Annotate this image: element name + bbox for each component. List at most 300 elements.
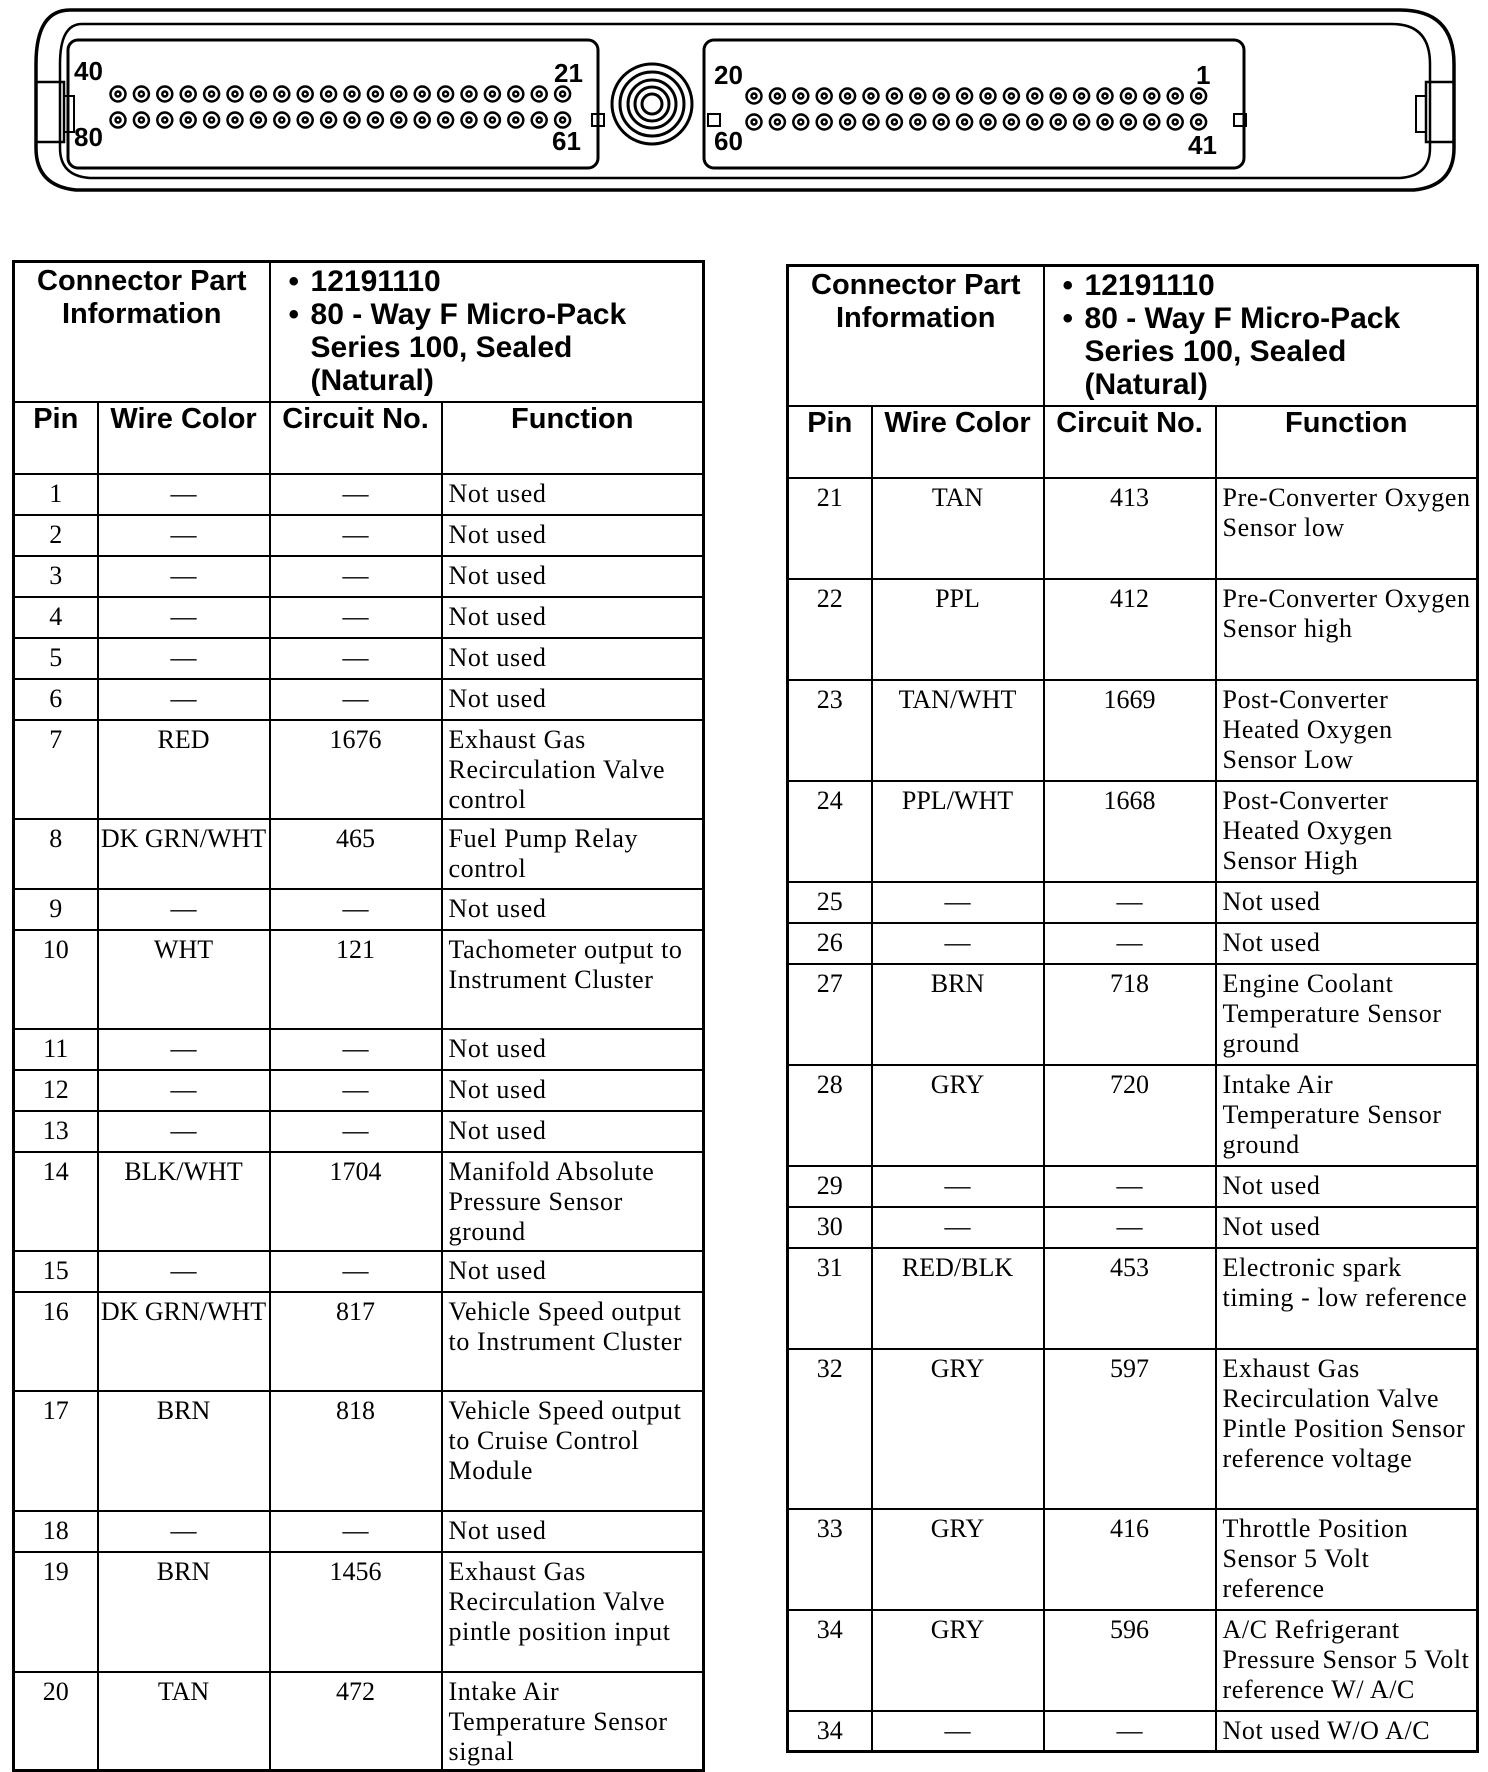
column-header-wire-color: Wire Color bbox=[98, 402, 270, 474]
pin-cavity-center bbox=[303, 92, 308, 97]
circuit-no-cell: — bbox=[270, 1511, 442, 1552]
column-header-row bbox=[788, 406, 1478, 478]
pin-cavity bbox=[532, 87, 547, 102]
function-cell: Not used bbox=[1216, 923, 1478, 964]
pin-cavity-center bbox=[798, 94, 803, 99]
function-cell: Throttle Position Sensor 5 Volt reference bbox=[1216, 1509, 1478, 1610]
function-cell: Not used bbox=[442, 515, 704, 556]
circuit-no-cell: 472 bbox=[270, 1672, 442, 1771]
circuit-no-cell: — bbox=[270, 556, 442, 597]
function-cell: Not used bbox=[442, 1070, 704, 1111]
pin-cavity-center bbox=[1126, 120, 1131, 125]
pin-cavity bbox=[981, 115, 996, 130]
pin-cell: 31 bbox=[788, 1248, 872, 1349]
pin-cavity-center bbox=[892, 120, 897, 125]
part-description: 80 - Way F Micro-Pack Series 100, Sealed (Natural) bbox=[1084, 302, 1401, 401]
table-row bbox=[14, 1672, 704, 1771]
circuit-no-cell: 413 bbox=[1044, 478, 1216, 579]
pin-cavity-center bbox=[420, 92, 425, 97]
table-row bbox=[788, 1207, 1478, 1248]
connector-info-label: Connector Part Information bbox=[788, 266, 1044, 406]
function-cell: Pre-Converter Oxygen Sensor high bbox=[1216, 579, 1478, 680]
pin-label-41: 41 bbox=[1188, 130, 1217, 160]
function-cell: Not used bbox=[442, 474, 704, 515]
pin-cell: 15 bbox=[14, 1251, 98, 1292]
pin-cavity-center bbox=[326, 92, 331, 97]
column-header-function: Function bbox=[442, 402, 704, 474]
pin-cavity-center bbox=[350, 92, 355, 97]
pin-cavity bbox=[438, 113, 453, 128]
pin-cavity bbox=[864, 89, 879, 104]
pin-cavity-center bbox=[1032, 94, 1037, 99]
pin-cell: 27 bbox=[788, 964, 872, 1065]
pin-cavity-center bbox=[1173, 120, 1178, 125]
pin-cavity-center bbox=[775, 120, 780, 125]
pin-cavity-center bbox=[1149, 94, 1154, 99]
pin-cavity bbox=[415, 113, 430, 128]
pin-cavity bbox=[485, 87, 500, 102]
circuit-no-cell: — bbox=[1044, 1207, 1216, 1248]
table-row bbox=[14, 556, 704, 597]
pin-cavity-center bbox=[303, 118, 308, 123]
circuit-no-cell: 818 bbox=[270, 1391, 442, 1511]
pin-cavity bbox=[204, 113, 219, 128]
connector-info-row bbox=[788, 266, 1478, 406]
pin-cavity bbox=[274, 113, 289, 128]
circuit-no-cell: 453 bbox=[1044, 1248, 1216, 1349]
pin-cell: 6 bbox=[14, 679, 98, 720]
pin-cavity-center bbox=[1173, 94, 1178, 99]
table-row bbox=[788, 579, 1478, 680]
column-header-pin: Pin bbox=[788, 406, 872, 478]
circuit-no-cell: 416 bbox=[1044, 1509, 1216, 1610]
wire-color-cell: — bbox=[98, 638, 270, 679]
function-cell: Tachometer output to Instrument Cluster bbox=[442, 930, 704, 1029]
pin-cavity-center bbox=[256, 118, 261, 123]
table-row bbox=[14, 1111, 704, 1152]
pin-cell: 8 bbox=[14, 819, 98, 889]
circuit-no-cell: — bbox=[270, 1070, 442, 1111]
pin-cavity-center bbox=[822, 120, 827, 125]
pin-cell: 16 bbox=[14, 1292, 98, 1391]
pin-cavity-center bbox=[892, 94, 897, 99]
pin-cavity-center bbox=[939, 94, 944, 99]
pin-cell: 32 bbox=[788, 1349, 872, 1509]
pin-cell: 3 bbox=[14, 556, 98, 597]
circuit-no-cell: — bbox=[1044, 923, 1216, 964]
pin-cavity bbox=[181, 87, 196, 102]
pin-cavity bbox=[793, 115, 808, 130]
pin-cavity bbox=[1168, 115, 1183, 130]
function-cell: Fuel Pump Relay control bbox=[442, 819, 704, 889]
wire-color-cell: RED bbox=[98, 720, 270, 819]
pin-cavity bbox=[1074, 115, 1089, 130]
pin-cavity-center bbox=[1079, 94, 1084, 99]
table-row bbox=[14, 515, 704, 556]
pin-cavity bbox=[462, 113, 477, 128]
pin-cavity bbox=[840, 115, 855, 130]
pin-cavity bbox=[840, 89, 855, 104]
table-row bbox=[788, 1349, 1478, 1509]
pin-cavity-center bbox=[116, 118, 121, 123]
pin-cavity bbox=[1098, 89, 1113, 104]
circuit-no-cell: — bbox=[270, 474, 442, 515]
pin-cavity-center bbox=[1126, 94, 1131, 99]
pin-cell: 11 bbox=[14, 1029, 98, 1070]
pin-cell: 24 bbox=[788, 781, 872, 882]
table-row bbox=[788, 964, 1478, 1065]
pin-cell: 18 bbox=[14, 1511, 98, 1552]
pin-cavity-center bbox=[443, 118, 448, 123]
table-row bbox=[14, 720, 704, 819]
pin-cavity bbox=[1098, 115, 1113, 130]
circuit-no-cell: — bbox=[270, 515, 442, 556]
pin-cavity-center bbox=[490, 92, 495, 97]
pin-cavity bbox=[1051, 89, 1066, 104]
pin-cavity bbox=[747, 115, 762, 130]
part-number: 12191110 bbox=[310, 265, 441, 298]
pin-label-1: 1 bbox=[1196, 60, 1211, 90]
function-cell: Electronic spark timing - low reference bbox=[1216, 1248, 1478, 1349]
pin-cell: 28 bbox=[788, 1065, 872, 1166]
pin-cavity bbox=[251, 113, 266, 128]
pin-cavity bbox=[1144, 115, 1159, 130]
pin-cavity bbox=[298, 113, 313, 128]
table-row bbox=[788, 923, 1478, 964]
wire-color-cell: TAN bbox=[872, 478, 1044, 579]
table-row bbox=[14, 1070, 704, 1111]
pin-cavity-center bbox=[1103, 120, 1108, 125]
pin-cavity-center bbox=[443, 92, 448, 97]
wire-color-cell: — bbox=[872, 1207, 1044, 1248]
pinout-table-pins-21-34 bbox=[786, 264, 1479, 1753]
pin-cavity-center bbox=[279, 118, 284, 123]
pin-cavity-center bbox=[1056, 94, 1061, 99]
wire-color-cell: BRN bbox=[98, 1391, 270, 1511]
pin-cavity-center bbox=[396, 92, 401, 97]
pin-cavity-center bbox=[962, 94, 967, 99]
pin-cavity bbox=[887, 89, 902, 104]
circuit-no-cell: — bbox=[270, 597, 442, 638]
function-cell: Post-Converter Heated Oxygen Sensor High bbox=[1216, 781, 1478, 882]
pin-cavity bbox=[957, 89, 972, 104]
pin-cavity bbox=[111, 113, 126, 128]
circuit-no-cell: 1456 bbox=[270, 1552, 442, 1672]
pin-cavity-center bbox=[373, 92, 378, 97]
pin-cavity-center bbox=[1032, 120, 1037, 125]
pin-cavity bbox=[1191, 115, 1206, 130]
wire-color-cell: DK GRN/WHT bbox=[98, 819, 270, 889]
pin-cavity bbox=[462, 87, 477, 102]
pin-cavity bbox=[887, 115, 902, 130]
column-header-row bbox=[14, 402, 704, 474]
pin-cavity-center bbox=[1056, 120, 1061, 125]
pin-cavity bbox=[274, 87, 289, 102]
pin-cavity bbox=[1051, 115, 1066, 130]
pin-cavity bbox=[1027, 115, 1042, 130]
pin-cavity-center bbox=[233, 118, 238, 123]
wire-color-cell: — bbox=[872, 923, 1044, 964]
connector-part-info: • 12191110 • 80 - Way F Micro-Pack Series 100, Sealed (Natural) bbox=[1044, 266, 1478, 406]
column-header-pin: Pin bbox=[14, 402, 98, 474]
table-row bbox=[788, 1509, 1478, 1610]
pin-cavity-center bbox=[209, 118, 214, 123]
circuit-no-cell: — bbox=[270, 889, 442, 930]
circuit-no-cell: 817 bbox=[270, 1292, 442, 1391]
pin-cavity-center bbox=[560, 118, 565, 123]
wire-color-cell: — bbox=[98, 1511, 270, 1552]
pin-cavity-center bbox=[1196, 120, 1201, 125]
connector-info-row bbox=[14, 262, 704, 402]
pin-cell: 34 bbox=[788, 1610, 872, 1711]
function-cell: Not used bbox=[442, 889, 704, 930]
circuit-no-cell: — bbox=[1044, 1166, 1216, 1207]
function-cell: Pre-Converter Oxygen Sensor low bbox=[1216, 478, 1478, 579]
pin-label-80: 80 bbox=[74, 122, 103, 152]
table-row bbox=[14, 679, 704, 720]
wire-color-cell: — bbox=[98, 1070, 270, 1111]
pin-cavity bbox=[1144, 89, 1159, 104]
pin-cavity-center bbox=[209, 92, 214, 97]
pin-cavity bbox=[934, 89, 949, 104]
column-header-wire-color: Wire Color bbox=[872, 406, 1044, 478]
function-cell: Engine Coolant Temperature Sensor ground bbox=[1216, 964, 1478, 1065]
pin-cavity-center bbox=[537, 118, 542, 123]
connector-inner-shell bbox=[60, 24, 1430, 178]
pin-cavity-center bbox=[116, 92, 121, 97]
pin-cavity bbox=[204, 87, 219, 102]
function-cell: Vehicle Speed output to Instrument Cluster bbox=[442, 1292, 704, 1391]
pin-cavity-center bbox=[869, 94, 874, 99]
wire-color-cell: — bbox=[872, 1711, 1044, 1752]
pin-cavity-center bbox=[467, 118, 472, 123]
pin-cavity bbox=[157, 87, 172, 102]
circuit-no-cell: 718 bbox=[1044, 964, 1216, 1065]
pin-cavity bbox=[228, 113, 243, 128]
pin-cavity bbox=[532, 113, 547, 128]
circuit-no-cell: 412 bbox=[1044, 579, 1216, 680]
table-row bbox=[788, 478, 1478, 579]
column-header-circuit-no: Circuit No. bbox=[1044, 406, 1216, 478]
table-row bbox=[14, 1511, 704, 1552]
pin-cavity bbox=[1074, 89, 1089, 104]
table-row bbox=[14, 638, 704, 679]
table-row bbox=[788, 680, 1478, 781]
circuit-no-cell: — bbox=[1044, 1711, 1216, 1752]
circuit-no-cell: — bbox=[270, 638, 442, 679]
table-row bbox=[788, 781, 1478, 882]
pin-cavity bbox=[485, 113, 500, 128]
table-row bbox=[14, 1292, 704, 1391]
function-cell: Manifold Absolute Pressure Sensor ground bbox=[442, 1152, 704, 1251]
wire-color-cell: — bbox=[98, 679, 270, 720]
pin-cavity-center bbox=[845, 94, 850, 99]
pin-cavity bbox=[910, 115, 925, 130]
part-number: 12191110 bbox=[1084, 269, 1215, 302]
pin-cavity bbox=[228, 87, 243, 102]
pin-cavity bbox=[368, 113, 383, 128]
circuit-no-cell: 596 bbox=[1044, 1610, 1216, 1711]
circuit-no-cell: — bbox=[270, 1251, 442, 1292]
pin-cavity-center bbox=[139, 118, 144, 123]
table-row bbox=[14, 1391, 704, 1511]
pin-cavity bbox=[134, 87, 149, 102]
column-header-circuit-no: Circuit No. bbox=[270, 402, 442, 474]
center-bolt bbox=[612, 64, 692, 144]
pin-cavity-center bbox=[915, 94, 920, 99]
pin-cavity bbox=[321, 87, 336, 102]
pin-cavity-center bbox=[869, 120, 874, 125]
function-cell: Not used bbox=[442, 556, 704, 597]
pin-cavity bbox=[391, 113, 406, 128]
wire-color-cell: — bbox=[98, 474, 270, 515]
pin-cavity bbox=[1004, 89, 1019, 104]
wire-color-cell: — bbox=[872, 1166, 1044, 1207]
pin-cell: 17 bbox=[14, 1391, 98, 1511]
table-row bbox=[14, 1152, 704, 1251]
pin-cavity bbox=[321, 113, 336, 128]
pin-cell: 23 bbox=[788, 680, 872, 781]
pin-label-60: 60 bbox=[714, 126, 743, 156]
function-cell: Exhaust Gas Recirculation Valve pintle position input bbox=[442, 1552, 704, 1672]
pin-cell: 21 bbox=[788, 478, 872, 579]
pin-cavity-center bbox=[350, 118, 355, 123]
wire-color-cell: — bbox=[98, 556, 270, 597]
table-row bbox=[788, 1248, 1478, 1349]
table-row bbox=[14, 1552, 704, 1672]
pin-label-61: 61 bbox=[552, 126, 581, 156]
wire-color-cell: — bbox=[98, 1251, 270, 1292]
circuit-no-cell: 720 bbox=[1044, 1065, 1216, 1166]
wire-color-cell: PPL bbox=[872, 579, 1044, 680]
pin-cell: 25 bbox=[788, 882, 872, 923]
table-row bbox=[14, 930, 704, 1029]
wire-color-cell: GRY bbox=[872, 1065, 1044, 1166]
pin-cavity bbox=[134, 113, 149, 128]
wire-color-cell: BRN bbox=[872, 964, 1044, 1065]
wire-color-cell: GRY bbox=[872, 1610, 1044, 1711]
pin-cell: 7 bbox=[14, 720, 98, 819]
right-cavity-block bbox=[704, 40, 1244, 168]
table-row bbox=[788, 882, 1478, 923]
wire-color-cell: — bbox=[98, 1111, 270, 1152]
pin-cell: 2 bbox=[14, 515, 98, 556]
circuit-no-cell: — bbox=[270, 1111, 442, 1152]
pin-cavity bbox=[747, 89, 762, 104]
pin-cell: 5 bbox=[14, 638, 98, 679]
pinout-table-pins-1-20 bbox=[12, 260, 705, 1772]
wire-color-cell: — bbox=[98, 515, 270, 556]
table-row bbox=[788, 1065, 1478, 1166]
function-cell: A/C Refrigerant Pressure Sensor 5 Volt reference W/ A/C bbox=[1216, 1610, 1478, 1711]
pin-cell: 34 bbox=[788, 1711, 872, 1752]
pin-cavity-center bbox=[186, 92, 191, 97]
function-cell: Not used bbox=[442, 1029, 704, 1070]
pin-cavity-center bbox=[939, 120, 944, 125]
pin-cavity bbox=[111, 87, 126, 102]
circuit-no-cell: — bbox=[1044, 882, 1216, 923]
pin-cavity-center bbox=[915, 120, 920, 125]
pin-cell: 10 bbox=[14, 930, 98, 1029]
pin-cavity bbox=[298, 87, 313, 102]
pin-cavity bbox=[415, 87, 430, 102]
pin-cavity bbox=[157, 113, 172, 128]
pin-label-21: 21 bbox=[554, 58, 583, 88]
pin-cavity bbox=[864, 115, 879, 130]
table-row bbox=[14, 1029, 704, 1070]
function-cell: Vehicle Speed output to Cruise Control Module bbox=[442, 1391, 704, 1511]
pin-cavity-center bbox=[1103, 94, 1108, 99]
pin-cavity-center bbox=[1149, 120, 1154, 125]
wire-color-cell: PPL/WHT bbox=[872, 781, 1044, 882]
pin-cavity-center bbox=[420, 118, 425, 123]
pin-cavity-center bbox=[279, 92, 284, 97]
function-cell: Not used bbox=[442, 638, 704, 679]
pin-cell: 29 bbox=[788, 1166, 872, 1207]
pin-cavity bbox=[817, 115, 832, 130]
wire-color-cell: — bbox=[98, 1029, 270, 1070]
pin-cavity bbox=[438, 87, 453, 102]
pin-label-40: 40 bbox=[74, 56, 103, 86]
wire-color-cell: TAN/WHT bbox=[872, 680, 1044, 781]
left-cavity-block bbox=[68, 40, 598, 168]
pin-cavity-center bbox=[822, 94, 827, 99]
function-cell: Not used bbox=[1216, 1207, 1478, 1248]
wire-color-cell: BLK/WHT bbox=[98, 1152, 270, 1251]
table-row bbox=[14, 819, 704, 889]
pin-cavity bbox=[391, 87, 406, 102]
pin-cell: 19 bbox=[14, 1552, 98, 1672]
pin-cavity bbox=[181, 113, 196, 128]
connector-info-label: Connector Part Information bbox=[14, 262, 270, 402]
circuit-no-cell: 1704 bbox=[270, 1152, 442, 1251]
function-cell: Not used bbox=[1216, 1166, 1478, 1207]
table-row bbox=[14, 597, 704, 638]
circuit-no-cell: — bbox=[270, 679, 442, 720]
wire-color-cell: — bbox=[98, 597, 270, 638]
function-cell: Not used bbox=[442, 1251, 704, 1292]
circuit-no-cell: — bbox=[270, 1029, 442, 1070]
table-row bbox=[14, 1251, 704, 1292]
pin-cavity-center bbox=[490, 118, 495, 123]
wire-color-cell: GRY bbox=[872, 1349, 1044, 1509]
pin-cell: 20 bbox=[14, 1672, 98, 1771]
pin-cavity bbox=[368, 87, 383, 102]
wire-color-cell: TAN bbox=[98, 1672, 270, 1771]
part-description: 80 - Way F Micro-Pack Series 100, Sealed (Natural) bbox=[310, 298, 627, 397]
pin-cavity-center bbox=[986, 120, 991, 125]
wire-color-cell: RED/BLK bbox=[872, 1248, 1044, 1349]
table-row bbox=[788, 1711, 1478, 1752]
pin-cavity-center bbox=[162, 118, 167, 123]
pin-cavity bbox=[1027, 89, 1042, 104]
wire-color-cell: GRY bbox=[872, 1509, 1044, 1610]
pin-cavity bbox=[910, 89, 925, 104]
pin-cell: 30 bbox=[788, 1207, 872, 1248]
pin-cell: 14 bbox=[14, 1152, 98, 1251]
pin-cell: 9 bbox=[14, 889, 98, 930]
pin-cavity-center bbox=[845, 120, 850, 125]
circuit-no-cell: 1676 bbox=[270, 720, 442, 819]
wire-color-cell: — bbox=[872, 882, 1044, 923]
pin-cavity bbox=[1121, 89, 1136, 104]
function-cell: Post-Converter Heated Oxygen Sensor Low bbox=[1216, 680, 1478, 781]
pin-cavity-center bbox=[467, 92, 472, 97]
pin-cavity-center bbox=[513, 118, 518, 123]
pin-cavity-center bbox=[396, 118, 401, 123]
function-cell: Not used bbox=[442, 1511, 704, 1552]
pin-cavity bbox=[934, 115, 949, 130]
